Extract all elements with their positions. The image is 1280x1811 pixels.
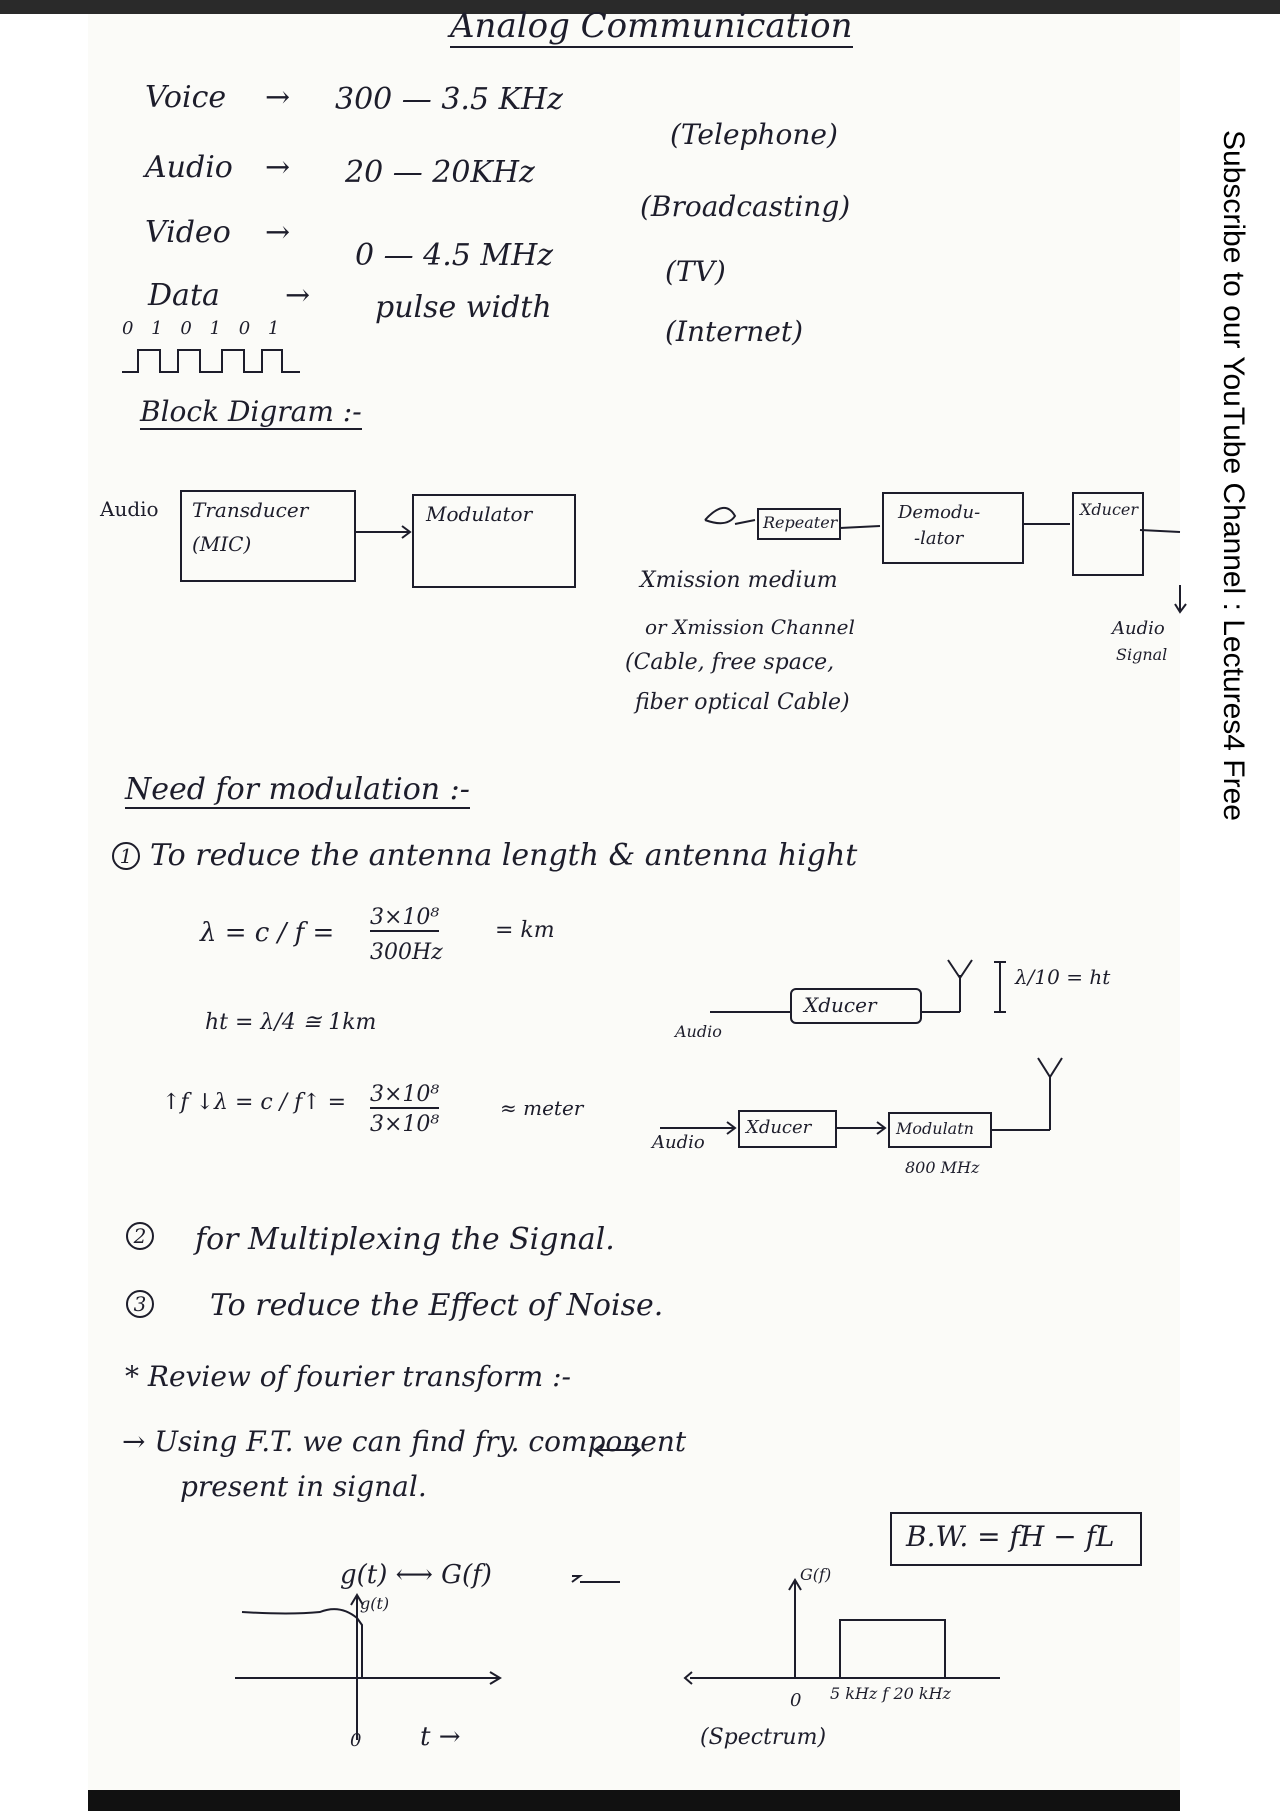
output-label-2: Signal xyxy=(1116,645,1168,664)
transducer-sub: (MIC) xyxy=(192,532,252,556)
eq1-numerator: 3×10⁸ xyxy=(370,905,440,930)
equation-height: ht = λ/4 ≅ 1km xyxy=(205,1010,377,1035)
eq1-denominator: 300Hz xyxy=(370,940,443,965)
bandwidth-formula: B.W. = fH − fL xyxy=(906,1520,1115,1553)
demodulator-label: Demodu- xyxy=(898,502,981,523)
modulator-label: Modulator xyxy=(426,502,533,526)
modulator-block xyxy=(412,494,576,588)
antenna-height-label: λ/10 = ht xyxy=(1015,965,1111,989)
signal-range: 20 — 20KHz xyxy=(345,155,535,190)
medium-line: fiber optical Cable) xyxy=(635,690,850,715)
arrow: → xyxy=(285,278,311,313)
signal-use: (Telephone) xyxy=(670,118,838,151)
xducer-antenna-block xyxy=(790,988,922,1024)
point-2: for Multiplexing the Signal. xyxy=(195,1222,615,1257)
eq3-numerator: 3×10⁸ xyxy=(370,1082,440,1107)
xducer-antenna-label: Xducer xyxy=(804,993,877,1017)
point-number: 3 xyxy=(126,1290,154,1318)
modulator-label-2: Modulatn xyxy=(896,1119,974,1138)
spectrum-label: (Spectrum) xyxy=(700,1725,827,1750)
transducer-block xyxy=(180,490,356,582)
antenna-input: Audio xyxy=(675,1022,722,1041)
time-axis-label: t → xyxy=(420,1722,461,1752)
arrow: → xyxy=(265,215,291,250)
need-heading: Need for modulation :- xyxy=(125,772,470,807)
origin-label: 0 xyxy=(790,1690,802,1711)
medium-line: or Xmission Channel xyxy=(645,615,855,639)
equation-lambda: λ = c / f = xyxy=(200,918,335,948)
xducer-label-2: Xducer xyxy=(746,1117,812,1138)
signal-range: pulse width xyxy=(375,290,552,325)
carrier-frequency: 800 MHz xyxy=(905,1158,980,1177)
bandwidth-box xyxy=(890,1512,1142,1566)
block-diagram-heading: Block Digram :- xyxy=(140,395,362,428)
fourier-pair: g(t) ⟷ G(f) xyxy=(340,1560,492,1590)
signal-use: (Broadcasting) xyxy=(640,190,851,223)
frequency-ticks: 5 kHz f 20 kHz xyxy=(830,1684,951,1703)
point-3: To reduce the Effect of Noise. xyxy=(210,1288,664,1323)
medium-line: (Cable, free space, xyxy=(625,650,835,675)
point-number: 1 xyxy=(112,842,140,870)
demodulator-label-2: -lator xyxy=(914,528,964,549)
signal-name: Video xyxy=(145,215,231,250)
fourier-line-2: present in signal. xyxy=(180,1470,427,1503)
signal-use: (Internet) xyxy=(665,315,804,348)
antenna-input: Audio xyxy=(652,1132,705,1153)
xducer-label: Xducer xyxy=(1080,500,1139,519)
medium-line: Xmission medium xyxy=(640,568,838,593)
eq3-denominator: 3×10⁸ xyxy=(370,1112,440,1137)
signal-name: Data xyxy=(148,278,220,313)
point-number: 2 xyxy=(126,1222,154,1250)
fourier-heading: * Review of fourier transform :- xyxy=(125,1360,572,1393)
youtube-subscribe-text: Subscribe to our YouTube Channel : Lectures4 Free xyxy=(1217,130,1250,821)
data-bits: 0 1 0 1 0 1 xyxy=(122,318,286,339)
eq3-result: ≈ meter xyxy=(500,1096,584,1120)
eq1-result: = km xyxy=(495,918,555,943)
page-title: Analog Communication xyxy=(450,6,853,46)
arrow: → xyxy=(265,150,291,185)
modulator-block-2 xyxy=(888,1112,992,1148)
xducer-block xyxy=(1072,492,1144,576)
Gf-axis-label: G(f) xyxy=(800,1565,832,1584)
signal-use: (TV) xyxy=(665,255,726,288)
repeater-block xyxy=(757,508,841,540)
signal-range: 0 — 4.5 MHz xyxy=(355,238,554,273)
demodulator-block xyxy=(882,492,1024,564)
input-label: Audio xyxy=(100,497,159,521)
equation-high-freq: ↑f ↓λ = c / f↑ = xyxy=(162,1090,347,1115)
fourier-line-1: → Using F.T. we can find fry. component xyxy=(122,1425,687,1458)
origin-label: 0 xyxy=(350,1730,362,1751)
repeater-label: Repeater xyxy=(763,513,838,532)
arrow: → xyxy=(265,80,291,115)
output-label: Audio xyxy=(1112,618,1165,639)
transducer-label: Transducer xyxy=(192,498,309,522)
xducer-block-2 xyxy=(738,1110,837,1148)
point-1: To reduce the antenna length & antenna hight xyxy=(150,838,858,873)
signal-name: Audio xyxy=(145,150,233,185)
signal-range: 300 — 3.5 KHz xyxy=(335,82,563,117)
gt-axis-label: g(t) xyxy=(360,1594,390,1613)
signal-name: Voice xyxy=(145,80,227,115)
